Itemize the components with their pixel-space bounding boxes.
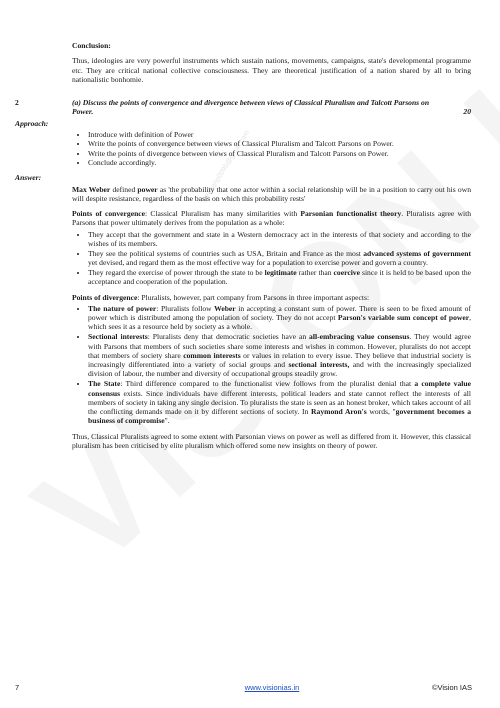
question-text: (a) Discuss the points of convergence and divergence between views of Classical Pluralism and Talcott Parsons on Power.: [72, 98, 430, 117]
watermark-email: sreehahp0095@gmail.com: [200, 129, 252, 205]
closing-paragraph: Thus, Classical Pluralists agreed to some extent with Parsonian views on power as well as differed from it. However, this classical pluralism has been criticised by elite pluralism which offered some new insights on theory of power.: [72, 431, 471, 450]
question-number: 2: [15, 98, 19, 108]
divergence-paragraph: Points of divergence: Pluralists, however, part company from Parsons in three important aspects:: [72, 292, 370, 302]
conclusion-text: Thus, ideologies are very powerful instruments which sustain nations, movements, campaigns, state's developmental programme etc. They are critical national collective consciousness. They are theoretical justification of a nation shared by all to bring nationalistic bonhomie.: [72, 56, 471, 84]
list-item: • Sectional interests: Pluralists deny that democratic societies have an all-embracing value consensus. They would agree with Parsons that members of such societies share some interests and wishes in common. However, pluralists do not accept that members of society share common interests or values in relation to every issue. They believe that industrial society is increasingly differentiated into a variety of social groups and sectional interests, and with the increasingly specialized division of labour, the number and diversity of occupational groups steadily grow.: [88, 332, 471, 378]
question-marks: 20: [463, 107, 471, 117]
bold-text: Parsonian functionalist theory: [300, 209, 402, 219]
list-item: • Write the points of divergence between views of Classical Pluralism and Talcott Parsons on Power.: [88, 149, 471, 158]
list-item: • They see the political systems of countries such as USA, Britain and France as the most advanced systems of government yet devised, and regard them as the most effective way for a population to exercise power and govern a country.: [88, 249, 471, 268]
approach-list: [72, 130, 471, 167]
convergence-list: [72, 230, 471, 287]
page-number: 7: [15, 683, 20, 692]
website-link[interactable]: www.visionias.in: [244, 683, 300, 692]
list-item: • They accept that the government and state in a Western democracy act in the interests of that society and according to the wishes of its members.: [88, 230, 471, 249]
bold-text: power: [137, 184, 158, 194]
convergence-paragraph: Points of convergence: Classical Pluralism has many similarities with Parsonian functionalist theory. Pluralists agree with Parsons that power ultimately derives from the population as a whole:: [72, 209, 471, 228]
list-item: • The State: Third difference compared to the functionalist view follows from the pluralist denial that a complete value consensus exists. Since individuals have different interests, political leaders and state cannot reflect the interests of all members of society in taking any single decision. To pluralists the state is seen as an honest broker, which takes account of all the conflicting demands made on it by different sections of society. In Raymond Aron's words, "government becomes a business of compromise".: [88, 379, 471, 425]
approach-label: Approach:: [15, 118, 49, 128]
list-item: • They regard the exercise of power through the state to be legitimate rather than coercive since it is held to be based upon the acceptance and cooperation of the population.: [88, 268, 471, 287]
question-row: [15, 98, 471, 117]
copyright-text: ©Vision IAS: [432, 683, 472, 692]
list-item: • Write the points of convergence between views of Classical Pluralism and Talcott Parsons on Power.: [88, 139, 471, 148]
list-item: • Conclude accordingly.: [88, 158, 471, 167]
bold-text: Max Weber: [72, 184, 111, 194]
divergence-list: [72, 304, 471, 426]
bold-text: Points of divergence: [72, 292, 138, 302]
bold-text: Points of convergence: [72, 209, 146, 219]
intro-paragraph: Max Weber defined power as 'the probability that one actor within a social relationship will be in a position to carry out his own will despite resistance, regardless of the basis on which this probability rests': [72, 184, 471, 203]
document-body: [15, 41, 472, 456]
list-item: • The nature of power: Pluralists follow Weber in accepting a constant sum of power. There is seen to be fixed amount of power which is distributed among the population of society. They do not accept Parson's variable sum concept of power, which sees it as a resource held by society as a whole.: [88, 304, 471, 332]
list-item: • Introduce with definition of Power: [88, 130, 471, 139]
answer-label: Answer:: [15, 173, 42, 183]
conclusion-heading: Conclusion:: [72, 41, 111, 50]
